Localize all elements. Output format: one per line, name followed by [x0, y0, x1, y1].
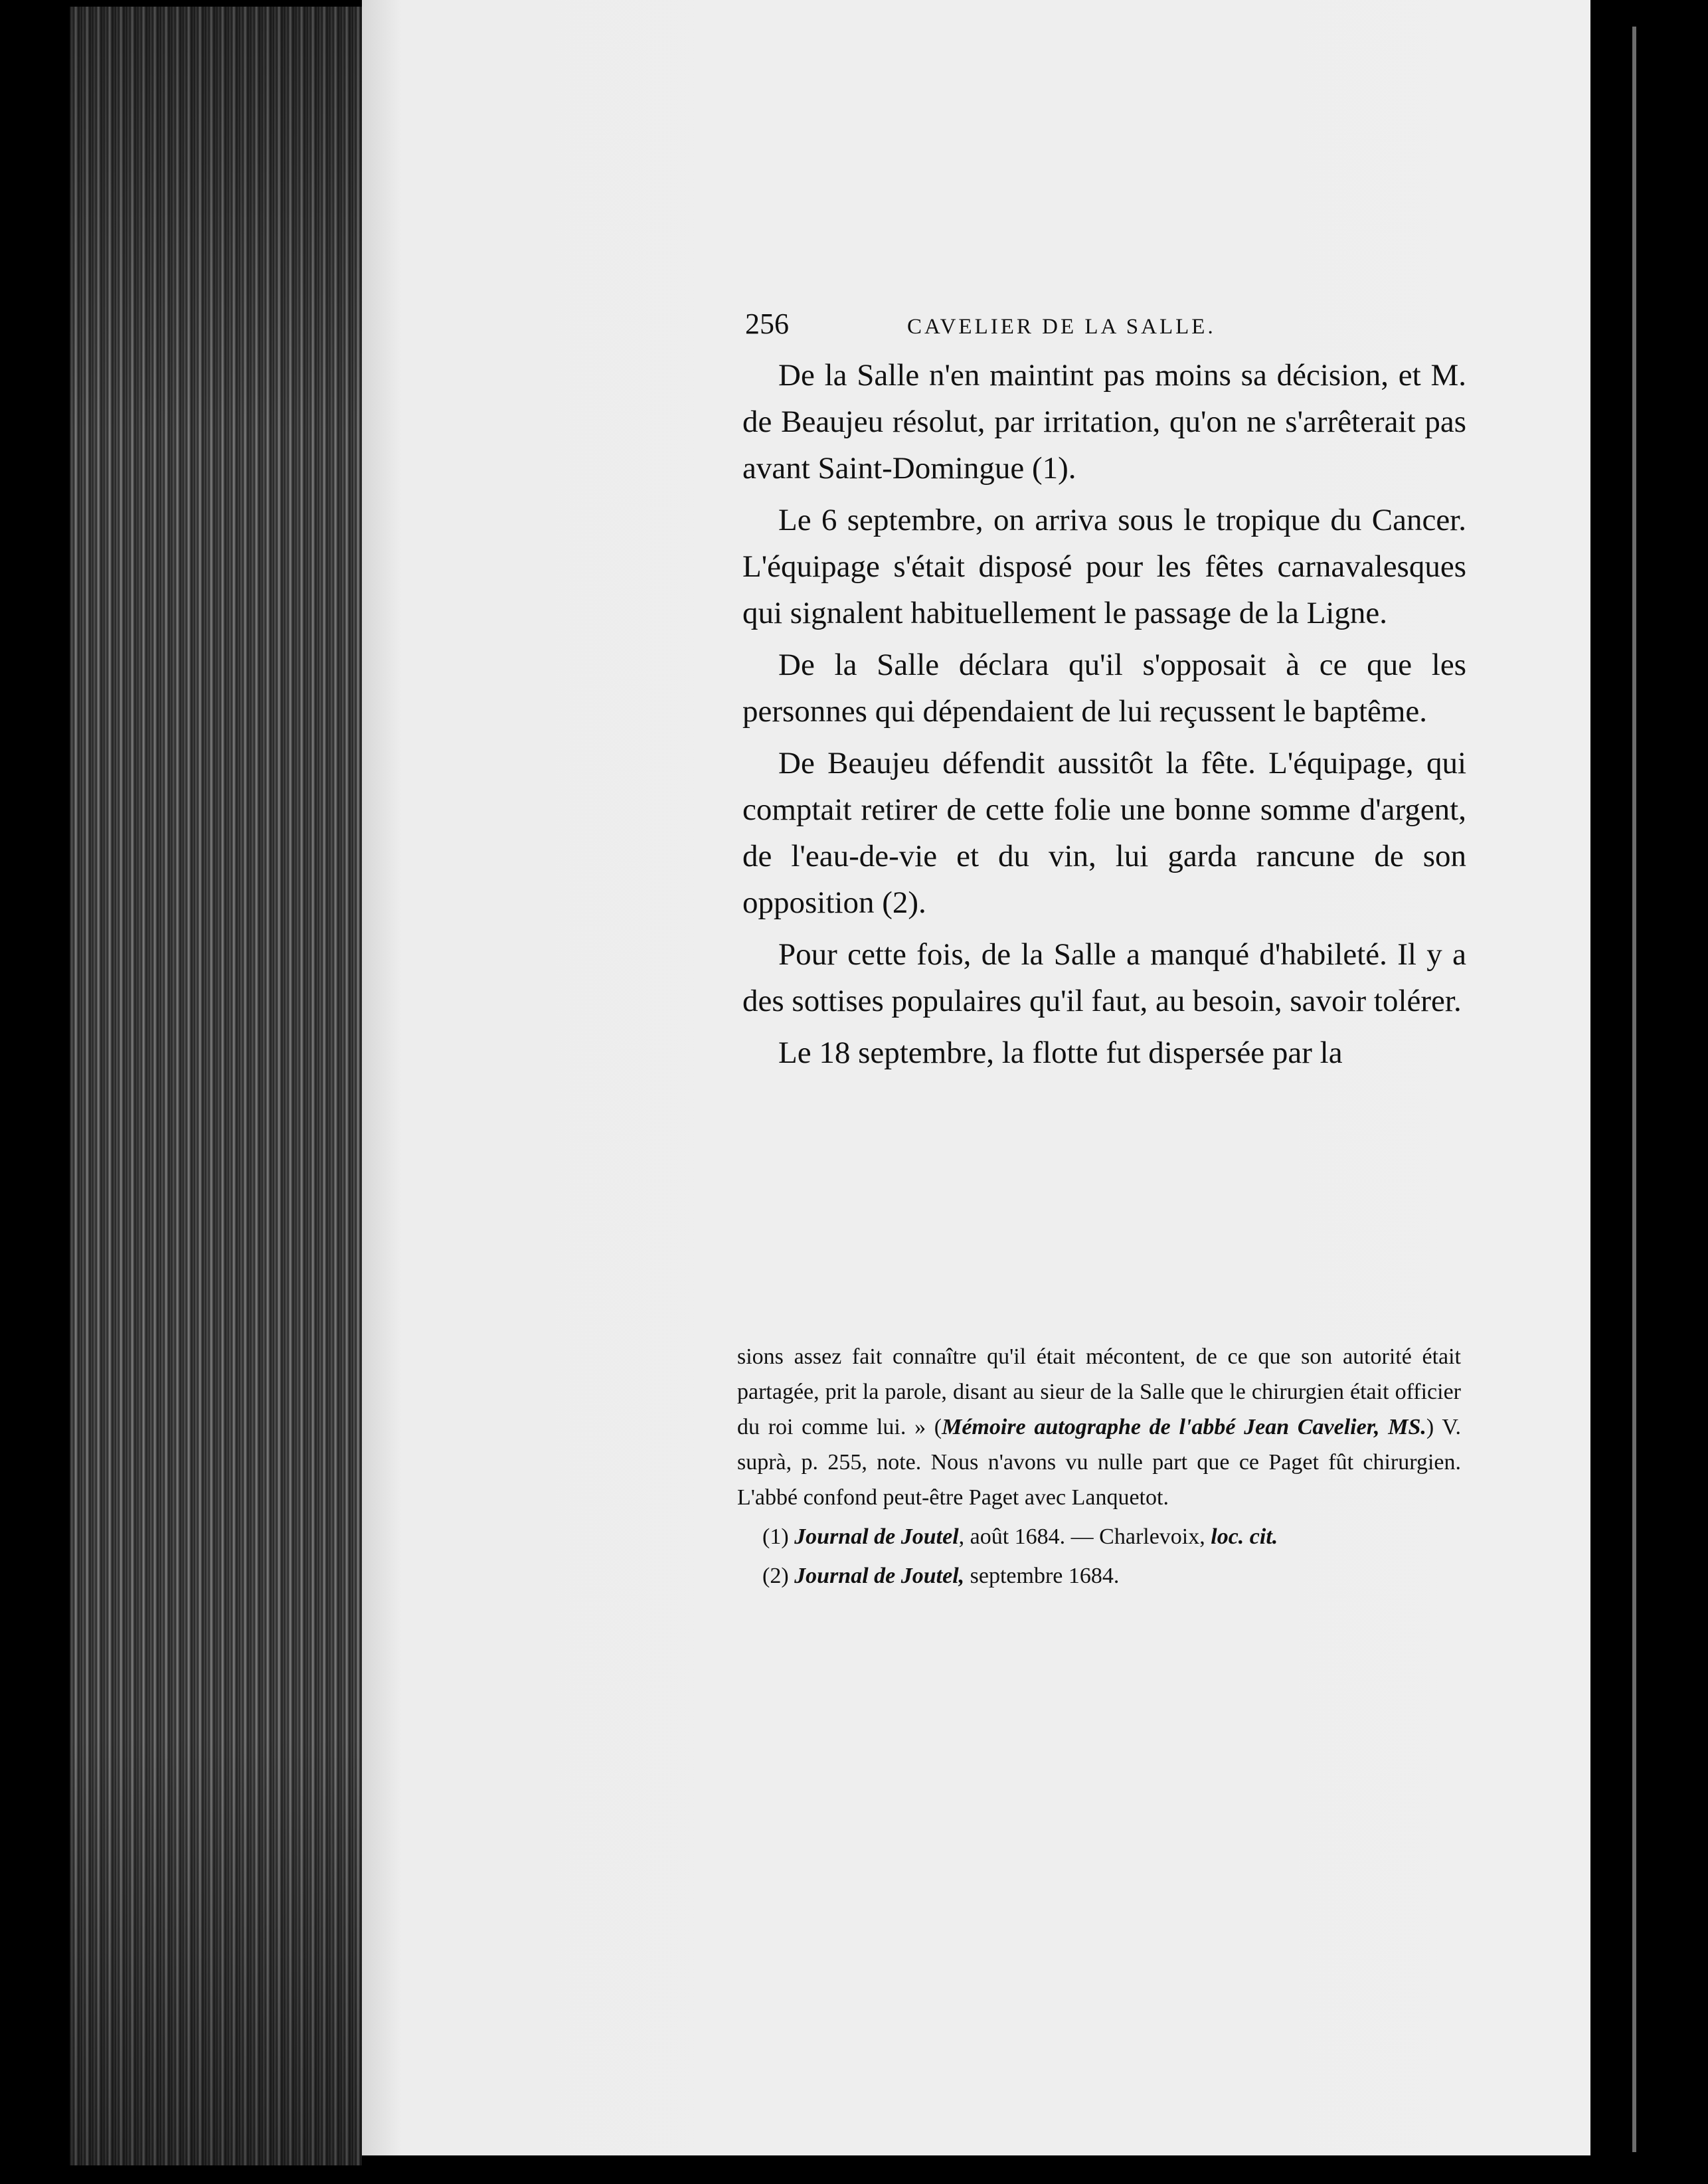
footnote-1 [737, 1519, 1461, 1554]
book-page-edges [70, 7, 362, 2165]
footnote-continuation [737, 1339, 1461, 1515]
footnote-text: sions assez fait connaître qu'il était mécontent, de ce que son autorité était partagée, prit la parole, disant au sieur de la Salle que le chirurgien était officier du roi comme lui. » ( [737, 1344, 1461, 1439]
footnote-text: septembre 1684. [964, 1564, 1120, 1588]
footnotes [737, 1339, 1461, 1593]
footnote-marker: (1) [762, 1524, 789, 1549]
paragraph: De la Salle n'en maintint pas moins sa décision, et M. de Beaujeu résolut, par irritation, qu'on ne s'arrêterait pas avant Saint-Domingue (1). [742, 358, 1466, 486]
footnote-marker: (2) [762, 1564, 789, 1588]
footnote-citation: Journal de Joutel [794, 1524, 959, 1549]
page-number: 256 [745, 308, 789, 340]
paragraph: De la Salle déclara qu'il s'opposait à ce que les personnes qui dépendaient de lui reçussent le baptême. [742, 648, 1466, 729]
footnote-2 [737, 1558, 1461, 1593]
running-head [745, 307, 1276, 341]
running-title: CAVELIER DE LA SALLE. [907, 315, 1216, 339]
footnote-citation: Journal de Joutel, [794, 1564, 965, 1588]
footnote-text: , août 1684. — Charlevoix, [958, 1524, 1211, 1549]
facing-page-edge [1620, 0, 1708, 2184]
paragraph: Le 6 septembre, on arriva sous le tropique du Cancer. L'équipage s'était disposé pour les fêtes carnavalesques qui signalent habituellement le passage de la Ligne. [742, 503, 1466, 630]
footnote-text: ) V. suprà, p. 255, note. Nous n'avons vu nulle part que ce Paget fût chirurgien. L'abbé confond peut-être Paget avec Lanquetot. [737, 1415, 1461, 1510]
paragraph: De Beaujeu défendit aussitôt la fête. L'équipage, qui comptait retirer de cette folie une bonne somme d'argent, de l'eau-de-vie et du vin, lui garda rancune de son opposition (2). [742, 746, 1466, 920]
footnote-citation: Mémoire autographe de l'abbé Jean Cavelier, MS. [942, 1415, 1426, 1439]
footnote-citation: loc. cit. [1211, 1524, 1278, 1549]
main-text [742, 352, 1466, 1081]
paragraph: Pour cette fois, de la Salle a manqué d'habileté. Il y a des sottises populaires qu'il faut, au besoin, savoir tolérer. [742, 937, 1466, 1018]
paragraph: Le 18 septembre, la flotte fut dispersée par la [778, 1036, 1343, 1070]
